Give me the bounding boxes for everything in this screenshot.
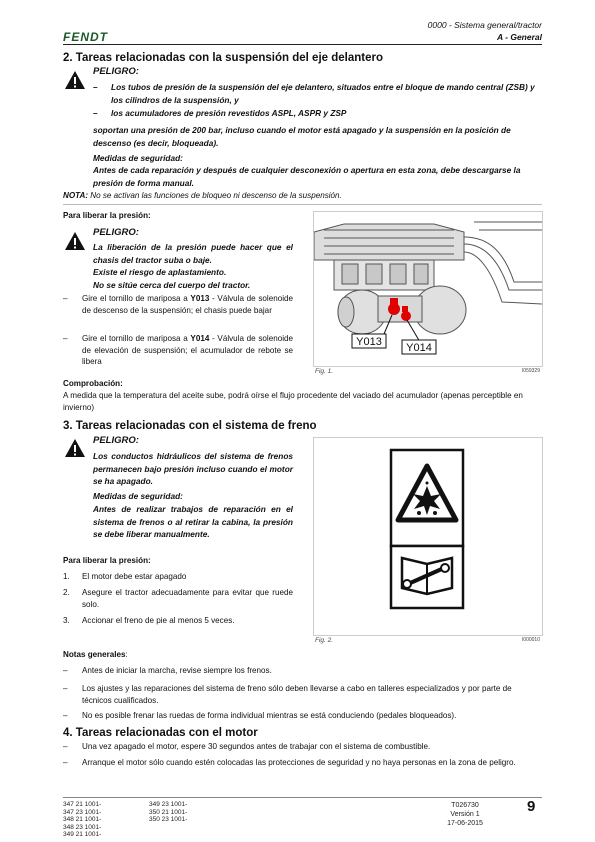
footer-doc: T026730 [451,802,479,809]
suspension-valve-illustration [314,212,542,366]
footer-code: 350 21 1001- [149,808,188,816]
warning-icon-3 [64,438,86,458]
footer-code: 349 21 1001- [63,831,102,838]
step-1-pre: Gire el tornillo de mariposa a [82,294,191,303]
section-2-heading: 2. Tareas relacionadas con la suspensión del eje delantero [63,52,383,64]
note-text: No se activan las funciones de bloqueo ni descenso de la suspensión. [90,191,342,200]
measures-text: Antes de cada reparación y después de cualquier desconexión o apertura en esta zona, debe descargarse la presión de forma manual. [93,165,521,188]
danger-paragraph: soportan una presión de 200 bar, incluso cuando el motor está apagado y la suspensión en la posición de descenso (es decir, bloqueada). [93,125,511,148]
header-section: A - General [496,32,542,42]
step-num-1: 1. [63,572,70,581]
manual-wrench-icon [402,558,452,594]
general-note-3: – No es posible frenar las ruedas de forma individual mientras se está conduciendo (pedales bloqueados). [63,710,542,722]
danger-bullet-2: – los acumuladores de presión revestidos ASPL, ASPR y ZSP [93,107,541,120]
footer-doc-info [430,801,500,828]
header-rule [63,44,542,45]
measures-title: Medidas de seguridad: [93,153,183,163]
footer-version: Versión 1 [450,811,480,818]
note-label: NOTA: [63,191,89,200]
sec3-measures-text: Antes de realizar trabajos de reparación en el sistema de frenos o al retirar la cabina, la presión se debe liberar manualmente. [93,504,293,539]
fig1-label-y014: Y014 [406,342,432,354]
section-4-heading: 4. Tareas relacionadas con el motor [63,727,258,739]
warning-icon-2 [64,231,86,251]
sec3-danger-text: Los conductos hidráulicos del sistema de frenos permanecen bajo presión incluso cuando el motor se ha apagado. [93,451,293,486]
footer-codes-col2 [149,801,187,824]
engine-note-1: – Una vez apagado el motor, espere 30 segundos antes de trabajar con el sistema de combustible. [63,741,542,753]
danger2-line-2: Existe el riesgo de aplastamiento. [93,267,227,277]
step-num-3: 3. [63,616,70,625]
sec3-measures-title: Medidas de seguridad: [93,491,183,501]
warning-pictograms [314,438,542,635]
step-text-2: Asegure el tractor adecuadamente para evitar que ruede solo. [82,588,293,609]
footer-code: 348 23 1001- [63,823,102,831]
step-num-2: 2. [63,588,70,597]
step-1: – Gire el tornillo de mariposa a Y013 - Válvula de solenoide de descenso de la suspensión; el chasis puede bajar [63,294,294,315]
engine-note-2: – Arranque el motor sólo cuando estén colocadas las protecciones de seguridad y no haya personas en la zona de peligro. [63,757,542,769]
sec3-release-title: Para liberar la presión: [63,556,151,565]
step-text-1: El motor debe estar apagado [82,572,187,581]
fendt-logo: FENDT [63,30,108,44]
general-notes-title-text: Notas generales [63,650,126,659]
danger-bullet-1: – Los tubos de presión de la suspensión del eje delantero, situados entre el bloque de mando central (ZSB) y los cilindros de la suspensión, y [93,81,541,106]
footer-codes-col1 [63,801,101,839]
divider [63,204,542,205]
danger2-text [93,241,293,291]
general-note-3-text: No es posible frenar las ruedas de forma individual mientras se está conduciendo (pedales bloqueados). [82,711,457,720]
step-2-code: Y014 [190,334,210,343]
footer-code: 350 23 1001- [149,816,188,823]
footer-date: 17-06-2015 [447,820,483,827]
step-text-3: Accionar el freno de pie al menos 5 veces. [82,616,235,625]
engine-note-2-text: Arranque el motor sólo cuando estén colocadas las protecciones de seguridad y no haya personas en la zona de peligro. [82,758,516,767]
step-2-post: - Válvula de solenoide de elevación de suspensión; el acumulador de rebote se libera [82,334,294,366]
general-note-2-text: Los ajustes y las reparaciones del sistema de freno sólo deben llevarse a cabo en talleres especializados y por parte de técnicos cualificados. [82,684,512,705]
danger-label: PELIGRO: [93,66,139,77]
note [63,191,342,200]
page-number: 9 [527,798,536,815]
general-note-1: – Antes de iniciar la marcha, revise siempre los frenos. [63,665,542,677]
step-2-pre: Gire el tornillo de mariposa a [82,334,191,343]
footer-rule [63,797,542,798]
step-1-post: - Válvula de solenoide de descenso de la suspensión; el chasis puede bajar [82,294,294,315]
sec3-danger-label: PELIGRO: [93,435,139,446]
danger-bullet-1-text: Los tubos de presión de la suspensión del eje delantero, situados entre el bloque de mando central (ZSB) y los cilindros de la suspensión, y [111,82,535,105]
footer-code: 347 21 1001- [63,801,102,808]
fig2-caption: Fig. 2. [315,637,334,644]
release-title: Para liberar la presión: [63,211,151,220]
engine-note-1-text: Una vez apagado el motor, espere 30 segundos antes de trabajar con el sistema de combustible. [82,742,431,751]
check-title: Comprobación: [63,379,123,388]
fig1-id: I059329 [521,368,540,374]
step-1-code: Y013 [190,294,210,303]
footer-code: 348 21 1001- [63,816,102,823]
danger2-label: PELIGRO: [93,227,139,238]
sec3-step-2 [63,587,293,610]
general-note-2: – Los ajustes y las reparaciones del sistema de freno sólo deben llevarse a cabo en talleres especializados y por parte de técnicos cualificados. [63,683,542,706]
check-text: A medida que la temperatura del aceite sube, podrá oírse el flujo procedente del vaciado del acumulador (apenas perceptible en invierno) [63,391,523,412]
step-2: – Gire el tornillo de mariposa a Y014 - Válvula de solenoide de elevación de suspensión; el acumulador de rebote se libera [63,334,294,366]
figure-2 [313,437,543,636]
footer-code: 347 23 1001- [63,808,102,816]
sec3-step-3 [63,615,293,627]
fig2-id: I000010 [521,637,540,643]
fig1-caption: Fig. 1. [315,368,334,375]
footer-code: 349 23 1001- [149,801,188,808]
general-notes-title: Notas generales: [63,650,128,659]
section-3-heading: 3. Tareas relacionadas con el sistema de freno [63,420,317,432]
sec3-step-1 [63,571,293,583]
header-title: 0000 - Sistema general/tractor [427,20,542,30]
warning-icon [64,70,86,90]
danger-bullet-2-text: los acumuladores de presión revestidos ASPL, ASPR y ZSP [111,108,347,118]
figure-1 [313,211,543,367]
danger2-line-1: La liberación de la presión puede hacer que el chasis del tractor suba o baje. [93,242,293,265]
danger2-line-3: No se sitúe cerca del cuerpo del tractor. [93,279,251,290]
fig1-label-y013: Y013 [356,336,382,348]
general-note-1-text: Antes de iniciar la marcha, revise siempre los frenos. [82,666,272,675]
